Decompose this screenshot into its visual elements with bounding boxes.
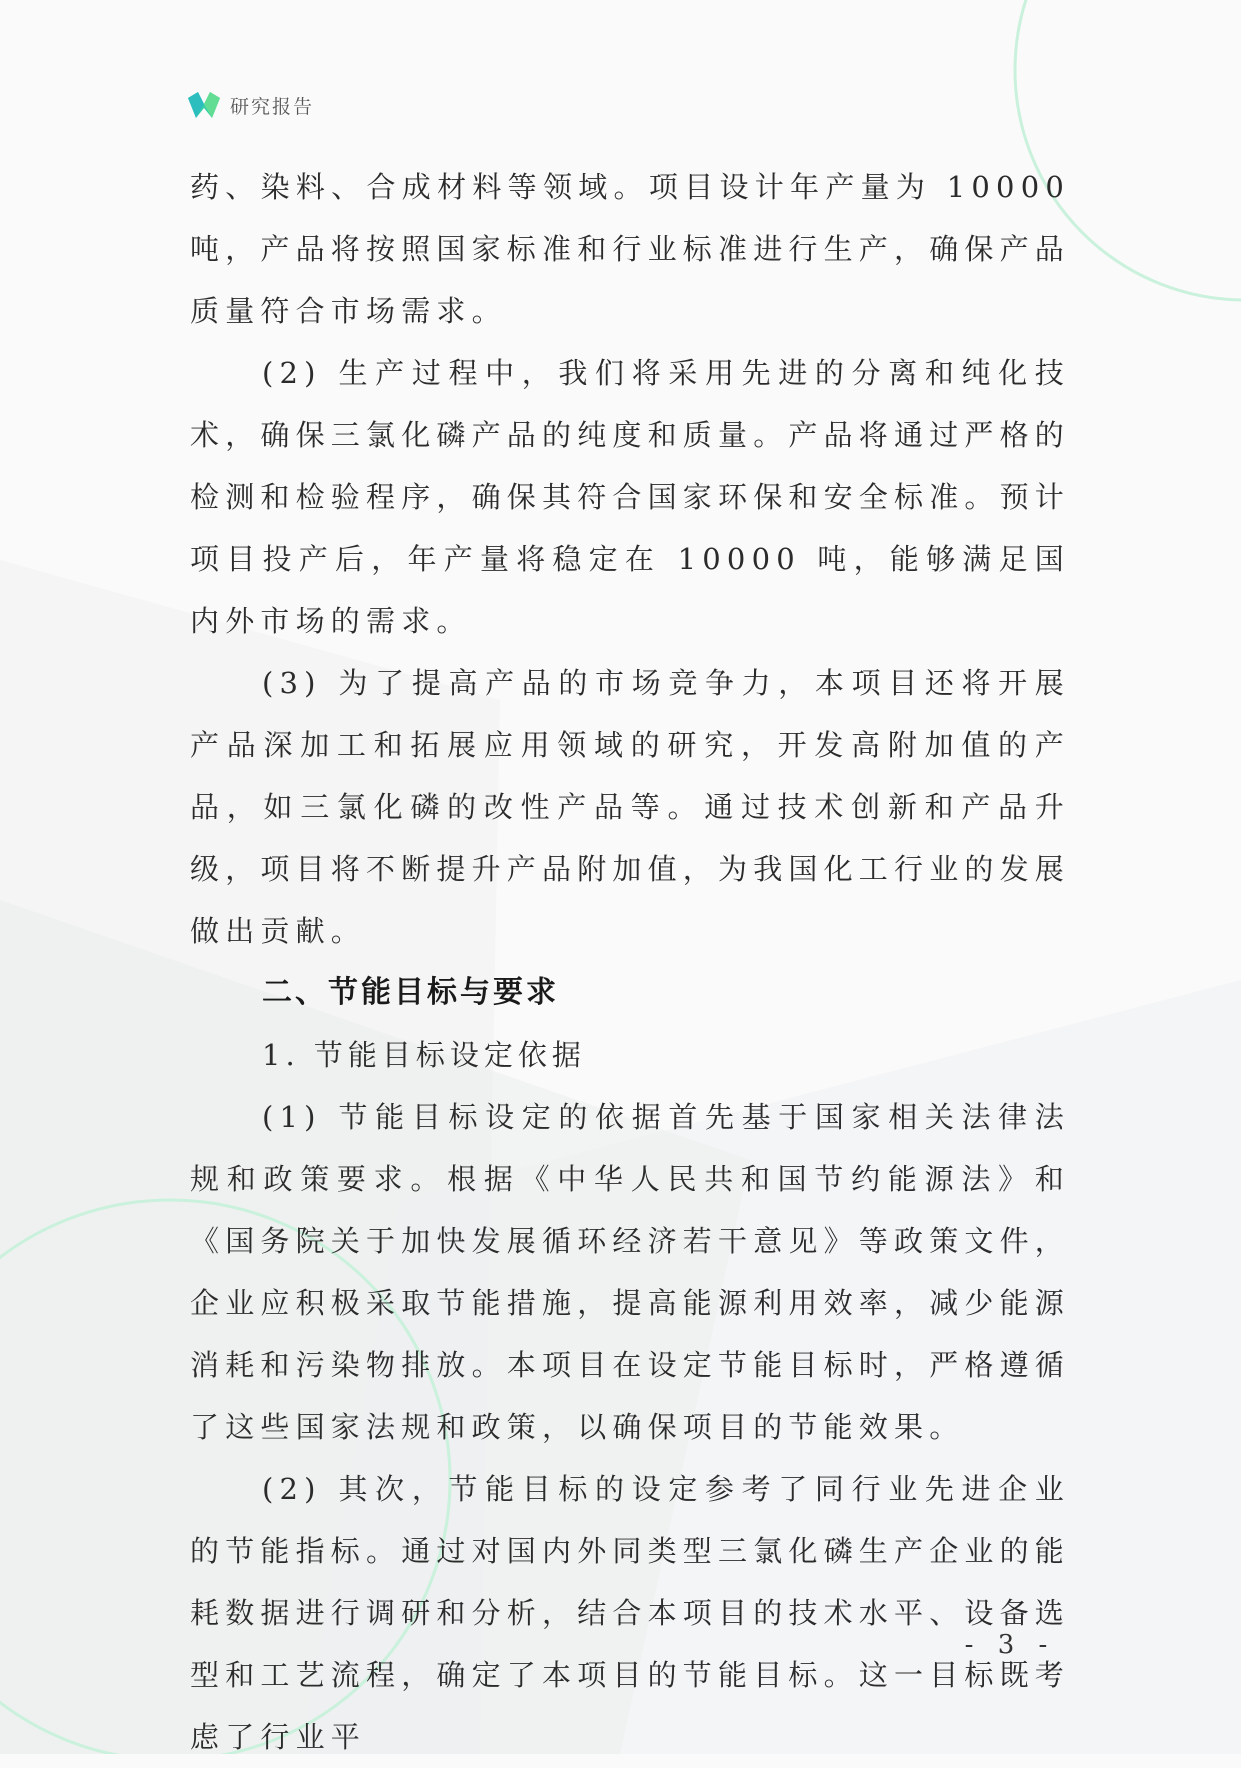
report-header (186, 88, 314, 122)
page-number: - 3 - (964, 1630, 1056, 1660)
paragraph: (2) 生产过程中，我们将采用先进的分离和纯化技术，确保三氯化磷产品的纯度和质量。产品将通过严格的检测和检验程序，确保其符合国家环保和安全标准。预计项目投产后，年产量将稳定在 10000 吨，能够满足国内外市场的需求。 (190, 356, 1071, 638)
subsection-heading: 1. 节能目标设定依据 (262, 1038, 586, 1072)
document-body (190, 156, 1070, 1768)
header-title: 研究报告 (230, 95, 315, 118)
paragraph: (2) 其次，节能目标的设定参考了同行业先进企业的节能指标。通过对国内外同类型三氯化磷生产企业的能耗数据进行调研和分析，结合本项目的技术水平、设备选型和工艺流程，确定了本项目的节能目标。这一目标既考虑了行业平 (190, 1472, 1071, 1754)
paragraph: (1) 节能目标设定的依据首先基于国家相关法律法规和政策要求。根据《中华人民共和国节约能源法》和《国务院关于加快发展循环经济若干意见》等政策文件，企业应积极采取节能措施，提高能源利用效率，减少能源消耗和污染物排放。本项目在设定节能目标时，严格遵循了这些国家法规和政策，以确保项目的节能效果。 (190, 1100, 1071, 1444)
paragraph: (3) 为了提高产品的市场竞争力，本项目还将开展产品深加工和拓展应用领域的研究，开发高附加值的产品，如三氯化磷的改性产品等。通过技术创新和产品升级，项目将不断提升产品附加值，为我国化工行业的发展做出贡献。 (190, 666, 1071, 948)
paragraph: 药、染料、合成材料等领域。项目设计年产量为 10000 吨，产品将按照国家标准和行业标准进行生产，确保产品质量符合市场需求。 (190, 170, 1071, 328)
section-heading: 二、节能目标与要求 (262, 975, 559, 1010)
brand-logo-icon (186, 88, 222, 122)
